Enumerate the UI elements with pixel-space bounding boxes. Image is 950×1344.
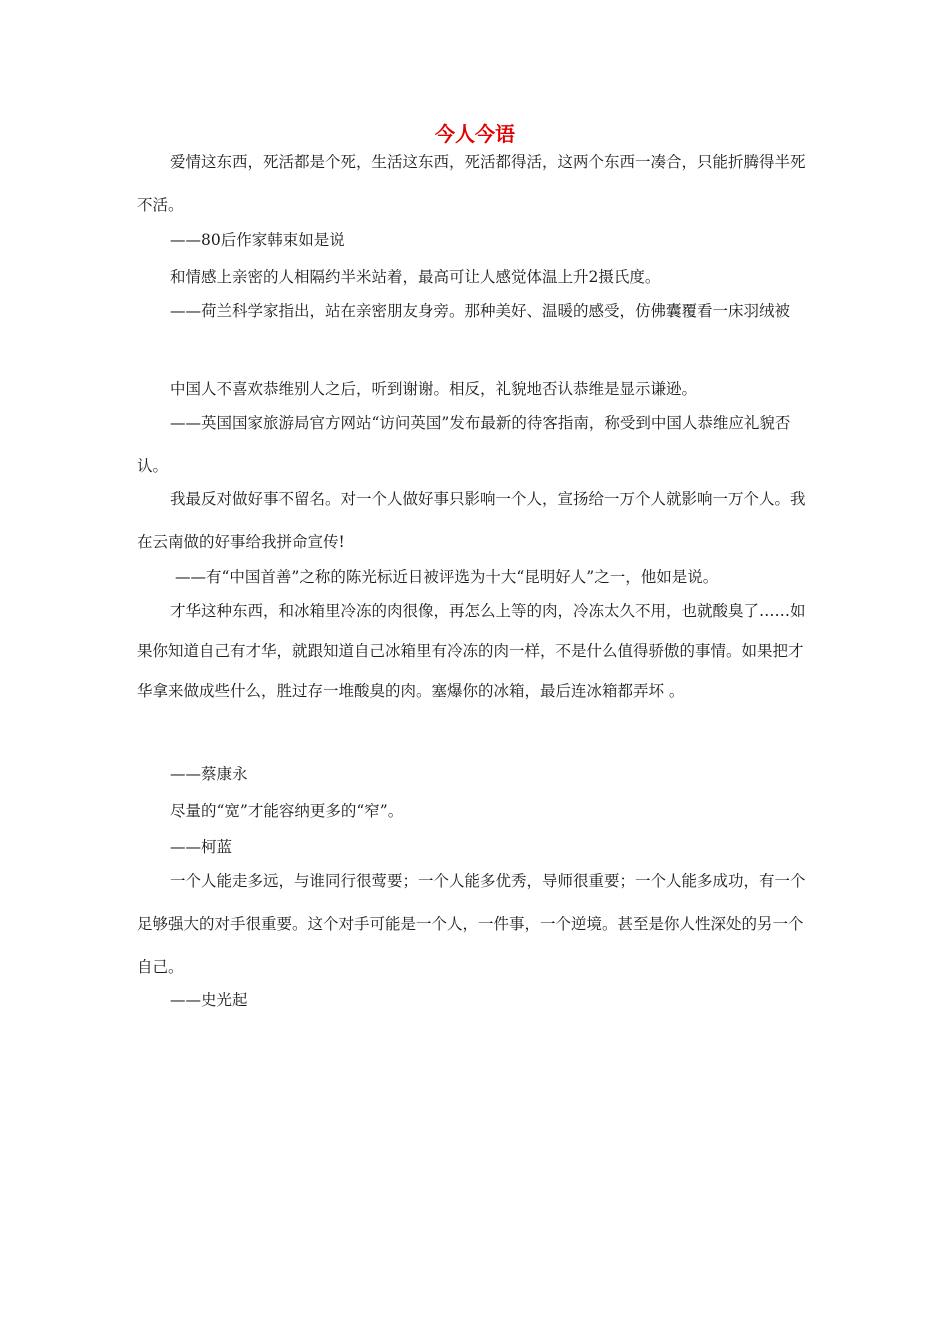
quote-attribution: ——荷兰科学家指出，站在亲密朋友身旁。那种美好、温暖的感受，仿佛囊覆看一床羽绒被 (170, 302, 791, 320)
quote-attribution: ——柯蓝 (170, 838, 233, 856)
quote-attribution: ——史光起 (170, 991, 248, 1009)
quote-text: 一个人能走多远，与谁同行很莺要；一个人能多优秀，导师很重要；一个人能多成功，有一个足够强大的对手很重要。这个对手可能是一个人，一件事，一个逆境。甚至是你人性深处的另一个自己。 (137, 872, 806, 976)
quote-text: 才华这种东西，和冰箱里冷冻的肉很像，再怎么上等的肉，冷冻太久不用，也就酸臭了……如果你知道自己有才华，就跟知道自己冰箱里有冷冻的肉一样，不是什么值得骄傲的事情。如果把才华拿来做成些什么，胜过存一堆酸臭的肉。塞爆你的冰箱，最后连冰箱都弄坏 。 (137, 602, 806, 700)
quote-attribution: ——有“中国首善”之称的陈光标近日被评选为十大“昆明好人”之一，他如是说。 (175, 568, 719, 586)
quote-text: 我最反对做好事不留名。对一个人做好事只影响一个人，宣扬给一万个人就影响一万个人。我在云南做的好事给我拼命宣传! (137, 490, 806, 551)
quote-attribution: ——蔡康永 (170, 765, 248, 783)
quote-text: 爱情这东西，死活都是个死，生活这东西，死活都得活，这两个东西一凑合，只能折腾得半死不活。 (137, 153, 806, 214)
quote-attribution: ——英国国家旅游局官方网站“访问英国”发布最新的待客指南，称受到中国人恭维应礼貌否认。 (137, 414, 791, 475)
quote-text: 尽量的“宽”才能容纳更多的“窄”。 (170, 802, 404, 820)
quote-attribution: ——80后作家韩束如是说 (170, 231, 345, 249)
quote-text: 中国人不喜欢恭维别人之后，听到谢谢。相反，礼貌地否认恭维是显示谦逊。 (170, 380, 698, 398)
page-title: 今人今语 (435, 122, 515, 146)
quote-text: 和情感上亲密的人相隔约半米站着，最高可让人感觉体温上升2摄氏度。 (170, 268, 661, 286)
